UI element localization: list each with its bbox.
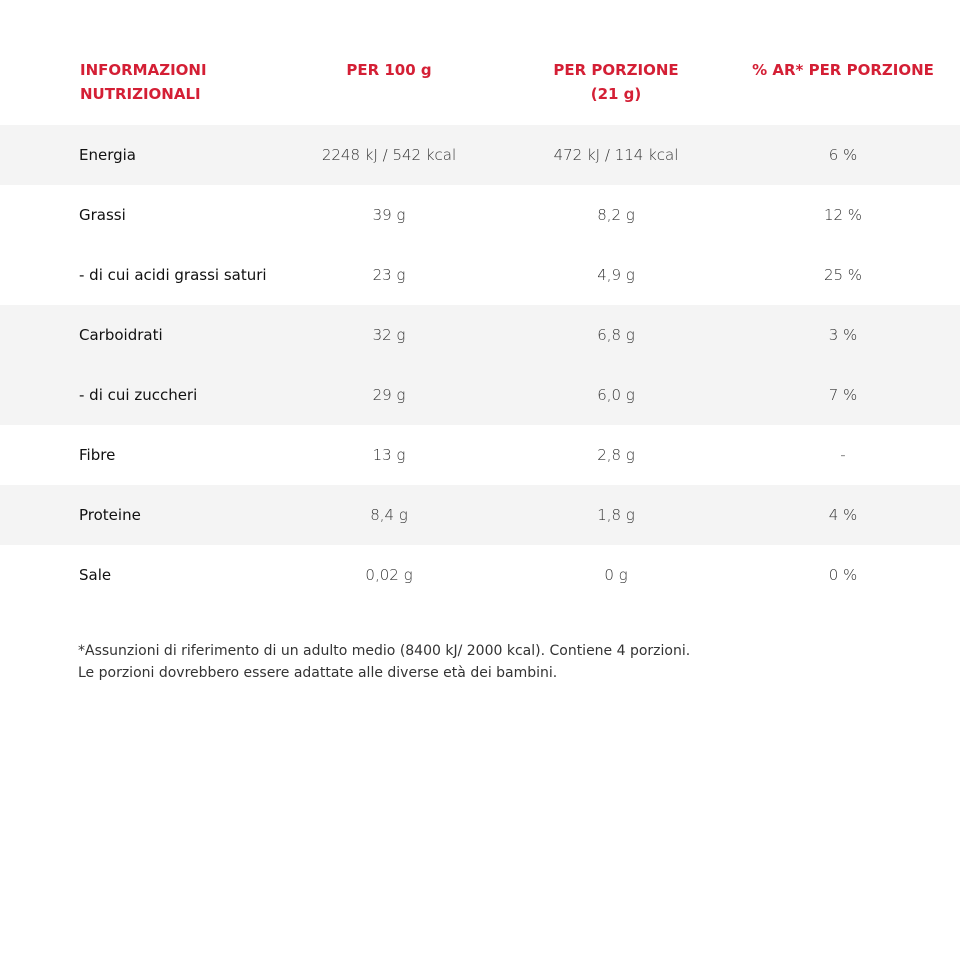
footnote <box>78 640 938 684</box>
value-ar: 4 % <box>828 506 858 524</box>
value-per-portion: 1,8 g <box>597 506 635 524</box>
value-per-100g: 8,4 g <box>370 506 408 524</box>
value-ar: 12 % <box>823 206 863 224</box>
value-per-portion: 8,2 g <box>597 206 635 224</box>
value-per-100g: 32 g <box>372 326 406 344</box>
value-ar: - <box>840 446 846 464</box>
value-ar: 6 % <box>828 146 858 164</box>
nutrition-table <box>0 125 960 605</box>
value-per-100g: 0,02 g <box>365 566 413 584</box>
header-ar-per-portion: % AR* PER PORZIONE <box>752 61 934 79</box>
nutrient-name: Sale <box>79 566 112 584</box>
table-row <box>0 485 960 545</box>
nutrient-name: - di cui acidi grassi saturi <box>79 266 267 284</box>
value-per-portion: 472 kJ / 114 kcal <box>553 146 679 164</box>
value-per-100g: 13 g <box>372 446 406 464</box>
nutrient-name: - di cui zuccheri <box>79 386 198 404</box>
table-row <box>0 185 960 245</box>
value-ar: 25 % <box>823 266 863 284</box>
value-per-portion: 6,8 g <box>597 326 635 344</box>
value-per-portion: 4,9 g <box>597 266 635 284</box>
value-per-portion: 0 g <box>604 566 628 584</box>
value-ar: 0 % <box>828 566 858 584</box>
table-row <box>0 425 960 485</box>
footnote-line-2: Le porzioni dovrebbero essere adattate alle diverse età dei bambini. <box>78 665 558 681</box>
value-per-portion: 2,8 g <box>597 446 635 464</box>
value-per-100g: 39 g <box>372 206 406 224</box>
value-ar: 3 % <box>828 326 858 344</box>
nutrient-name: Grassi <box>79 206 126 224</box>
value-per-100g: 23 g <box>372 266 406 284</box>
nutrient-name: Carboidrati <box>79 326 163 344</box>
header-nutritional-info: INFORMAZIONI NUTRIZIONALI <box>80 61 207 103</box>
table-header <box>0 58 960 118</box>
table-row <box>0 365 960 425</box>
table-row <box>0 305 960 365</box>
footnote-line-1: *Assunzioni di riferimento di un adulto medio (8400 kJ/ 2000 kcal). Contiene 4 porzioni. <box>78 643 691 659</box>
header-per-portion: PER PORZIONE (21 g) <box>553 61 679 103</box>
nutrient-name: Fibre <box>79 446 116 464</box>
nutrient-name: Proteine <box>79 506 141 524</box>
header-per-100g: PER 100 g <box>346 61 432 79</box>
table-row <box>0 245 960 305</box>
nutrient-name: Energia <box>79 146 136 164</box>
value-per-100g: 2248 kJ / 542 kcal <box>321 146 457 164</box>
value-ar: 7 % <box>828 386 858 404</box>
value-per-100g: 29 g <box>372 386 406 404</box>
value-per-portion: 6,0 g <box>597 386 635 404</box>
table-row <box>0 545 960 605</box>
table-row <box>0 125 960 185</box>
